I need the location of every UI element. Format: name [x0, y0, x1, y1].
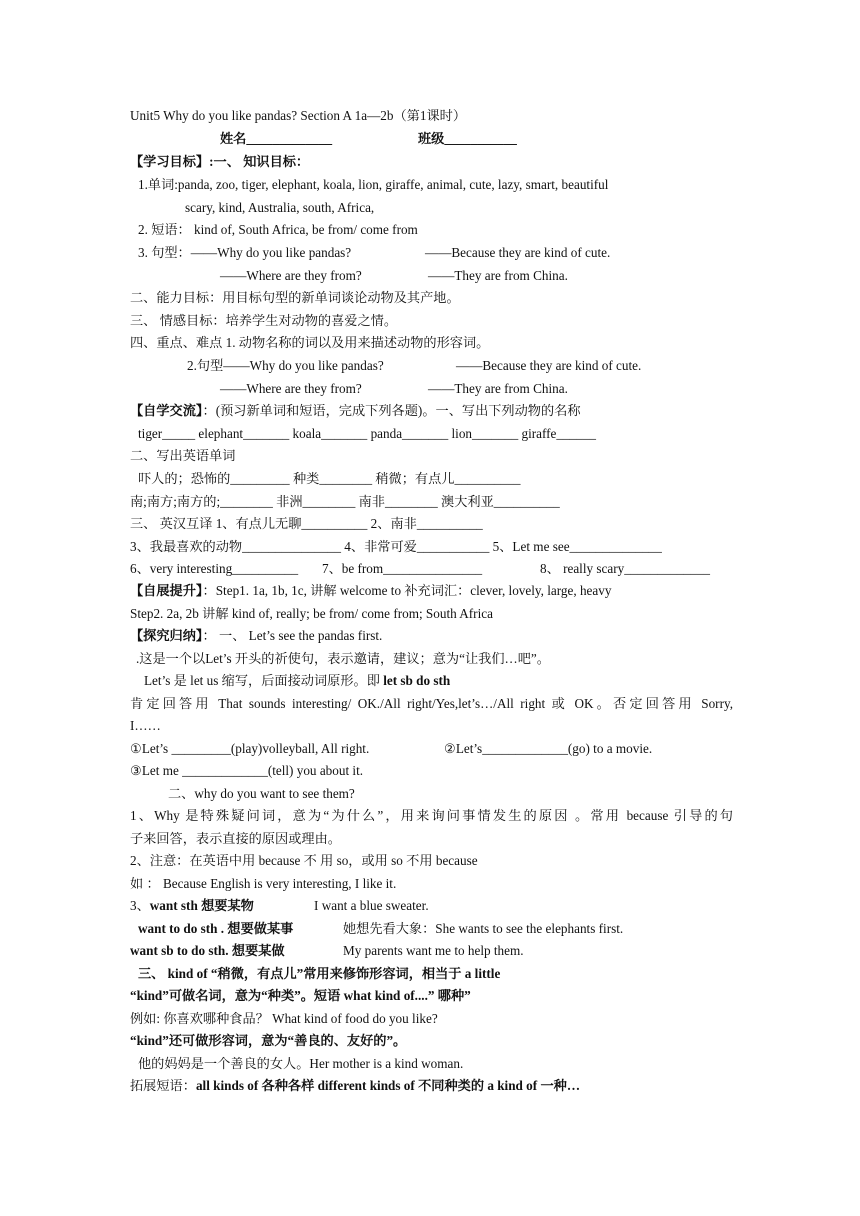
lets-answers: 肯定回答用 That sounds interesting/ OK./All right/Yes,let’s…/All right 或 OK。否定回答用 Sorry, — [130, 696, 733, 711]
explore-heading: 【探究归纳】 — [130, 628, 203, 643]
lets-usage — [144, 672, 450, 690]
write-words-heading: 二、写出英语单词 — [130, 448, 236, 463]
self-study-instructions: ：(预习新单词和短语，完成下列各题)。一、写出下列动物的名称 — [202, 403, 581, 418]
explore-point-3: 三、 kind of “稍微，有点儿”常用来修饰形容词，相当于 a little — [138, 966, 501, 981]
why-explanation-2: 子来回答，表示直接的原因或理由。 — [130, 831, 341, 846]
key-pattern-1a: 2.句型——Why do you like pandas? — [187, 358, 384, 373]
exercise-3[interactable]: ③Let me _____________(tell) you about it. — [130, 763, 364, 778]
ability-goal: 二、能力目标：用目标句型的新单词谈论动物及其产地。 — [130, 290, 460, 305]
kind-example-2: 他的妈妈是一个善良的女人。Her mother is a kind woman. — [138, 1056, 464, 1071]
translate-blanks-2[interactable]: 3、我最喜欢的动物_______________ 4、非常可爱___________ 5、Let me see______________ — [130, 539, 662, 554]
extension-step1: ：Step1. 1a, 1b, 1c, 讲解 welcome to 补充词汇：clever, lovely, large, heavy — [202, 583, 612, 598]
translate-blanks-1[interactable]: 三、 英汉互译 1、有点儿无聊__________ 2、南非__________ — [130, 516, 483, 531]
doc-title: Unit5 Why do you like pandas? Section A 1a—2b（第1课时） — [130, 108, 467, 123]
want-sth-line — [130, 897, 254, 915]
lets-usage-text: Let’s 是 let us 缩写，后面接动词原形。即 — [144, 673, 384, 688]
learning-goals-heading: 【学习目标】:一、 知识目标： — [130, 154, 310, 169]
lets-usage-pattern: let sb do sth — [383, 673, 451, 688]
self-study-heading: 【自学交流】 — [130, 403, 203, 418]
pattern-line-1b: ——Because they are kind of cute. — [425, 245, 611, 260]
key-pattern-2a: ——Where are they from? — [220, 381, 362, 396]
emotion-goal: 三、 情感目标：培养学生对动物的喜爱之情。 — [130, 313, 398, 328]
lets-explanation: .这是一个以Let’s 开头的祈使句，表示邀请，建议；意为“让我们…吧”。 — [136, 651, 550, 666]
lets-answers-cont: I…… — [130, 718, 161, 733]
extend-phrases-line — [130, 1077, 580, 1095]
exercise-2[interactable]: ②Let’s_____________(go) to a movie. — [444, 741, 653, 756]
extend-phrases: all kinds of 各种各样 different kinds of 不同种类的 a kind of 一种… — [195, 1078, 581, 1093]
pattern-line-2b: ——They are from China. — [428, 268, 568, 283]
want-sth-example: I want a blue sweater. — [314, 898, 429, 913]
key-pattern-1b: ——Because they are kind of cute. — [456, 358, 642, 373]
class-field[interactable]: 班级___________ — [418, 131, 517, 146]
pattern-line-1a: 3. 句型：——Why do you like pandas? — [138, 245, 352, 260]
self-study-line — [130, 402, 581, 420]
words-blanks-2[interactable]: 南;南方;南方的;________ 非洲________ 南非________ 澳大利亚__________ — [130, 494, 560, 509]
extend-phrases-label: 拓展短语： — [130, 1078, 196, 1093]
key-points: 四、重点、难点 1. 动物名称的词以及用来描述动物的形容词。 — [130, 335, 490, 350]
because-note: 2、注意：在英语中用 because 不 用 so，或用 so 不用 because — [130, 853, 478, 868]
kind-noun: “kind”可做名词，意为“种类”。短语 what kind of....” 哪种” — [130, 988, 471, 1003]
phrases-line: 2. 短语： kind of, South Africa, be from/ come from — [138, 222, 418, 237]
translate-blank-8[interactable]: 8、 really scary_____________ — [540, 561, 710, 576]
translate-blank-6[interactable]: 6、very interesting__________ — [130, 561, 299, 576]
want-number: 3、 — [130, 898, 150, 913]
extension-line — [130, 582, 611, 600]
exercise-1[interactable]: ①Let’s _________(play)volleyball, All right. — [130, 741, 370, 756]
want-to-do-example: 她想先看大象：She wants to see the elephants first. — [343, 921, 624, 936]
kind-example-1: 例如: 你喜欢哪种食品？ What kind of food do you like? — [130, 1011, 438, 1026]
name-field[interactable]: 姓名_____________ — [220, 131, 333, 146]
key-pattern-2b: ——They are from China. — [428, 381, 568, 396]
want-sth-pattern: want sth 想要某物 — [149, 898, 254, 913]
translate-blank-7[interactable]: 7、be from_______________ — [322, 561, 483, 576]
explore-line — [130, 627, 382, 645]
animal-names-blanks[interactable]: tiger_____ elephant_______ koala_______ panda_______ lion_______ giraffe______ — [138, 426, 596, 441]
want-to-do-pattern: want to do sth . 想要做某事 — [138, 921, 294, 936]
because-example: 如 ： Because English is very interesting, I like it. — [130, 876, 397, 891]
extension-heading: 【自展提升】 — [130, 583, 203, 598]
why-explanation-1: 1、Why 是特殊疑问词，意为“为什么”，用来询问事情发生的原因 。常用 because 引导的句 — [130, 808, 733, 823]
words-blanks-1[interactable]: 吓人的；恐怖的_________ 种类________ 稍微；有点儿__________ — [138, 471, 521, 486]
extension-step2: Step2. 2a, 2b 讲解 kind of, really; be from/ come from; South Africa — [130, 606, 493, 621]
explore-point-1: ： 一、 Let’s see the pandas first. — [202, 628, 383, 643]
pattern-line-2a: ——Where are they from? — [220, 268, 362, 283]
vocab-line-2: scary, kind, Australia, south, Africa, — [185, 200, 375, 215]
want-sb-pattern: want sb to do sth. 想要某做 — [130, 943, 285, 958]
want-sb-example: My parents want me to help them. — [343, 943, 524, 958]
explore-point-2: 二、why do you want to see them? — [168, 786, 355, 801]
vocab-line-1: 1.单词:panda, zoo, tiger, elephant, koala, lion, giraffe, animal, cute, lazy, smart, beautiful — [138, 177, 609, 192]
kind-adjective: “kind”还可做形容词，意为“善良的、友好的”。 — [130, 1033, 407, 1048]
